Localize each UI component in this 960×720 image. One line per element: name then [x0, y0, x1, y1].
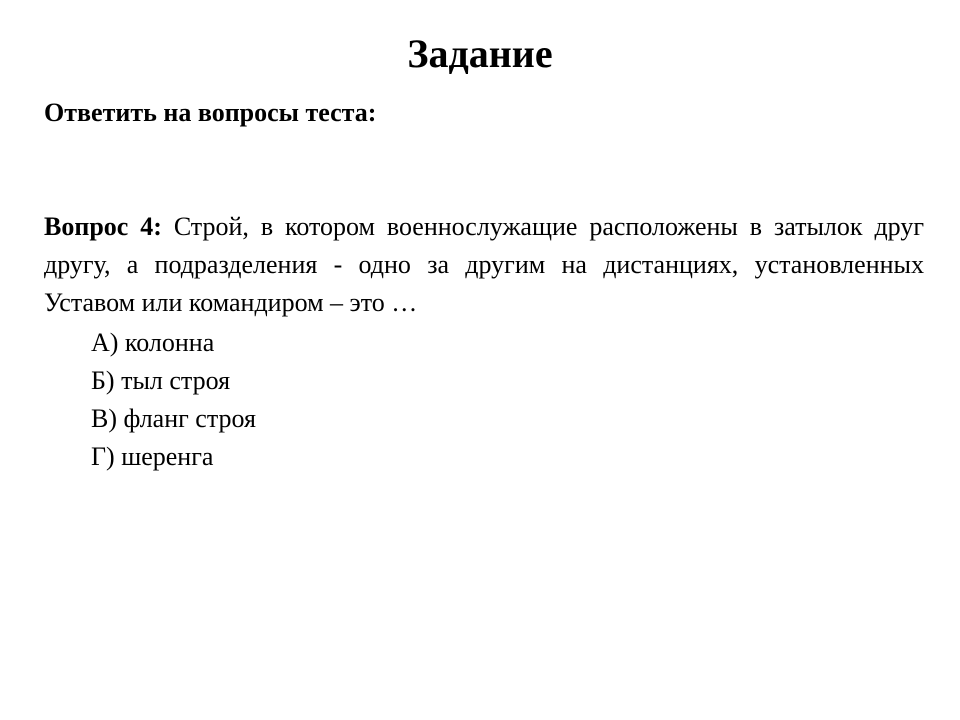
answer-option-b: Б) тыл строя [91, 366, 231, 395]
question-block [44, 208, 924, 322]
answer-list [91, 324, 256, 476]
slide-title: Задание [407, 31, 553, 76]
instruction-text: Ответить на вопросы теста: [44, 98, 377, 127]
question-label: Вопрос 4: [44, 212, 162, 241]
answer-option-a: А) колонна [91, 328, 215, 357]
answer-option-d: Г) шеренга [91, 442, 214, 471]
question-text: Строй, в котором военнослужащие расположены в затылок друг другу, а подразделения - одно за другим на дистанциях, установленных Уставом или командиром – это … [44, 212, 925, 317]
answer-option-c: В) фланг строя [91, 404, 256, 433]
